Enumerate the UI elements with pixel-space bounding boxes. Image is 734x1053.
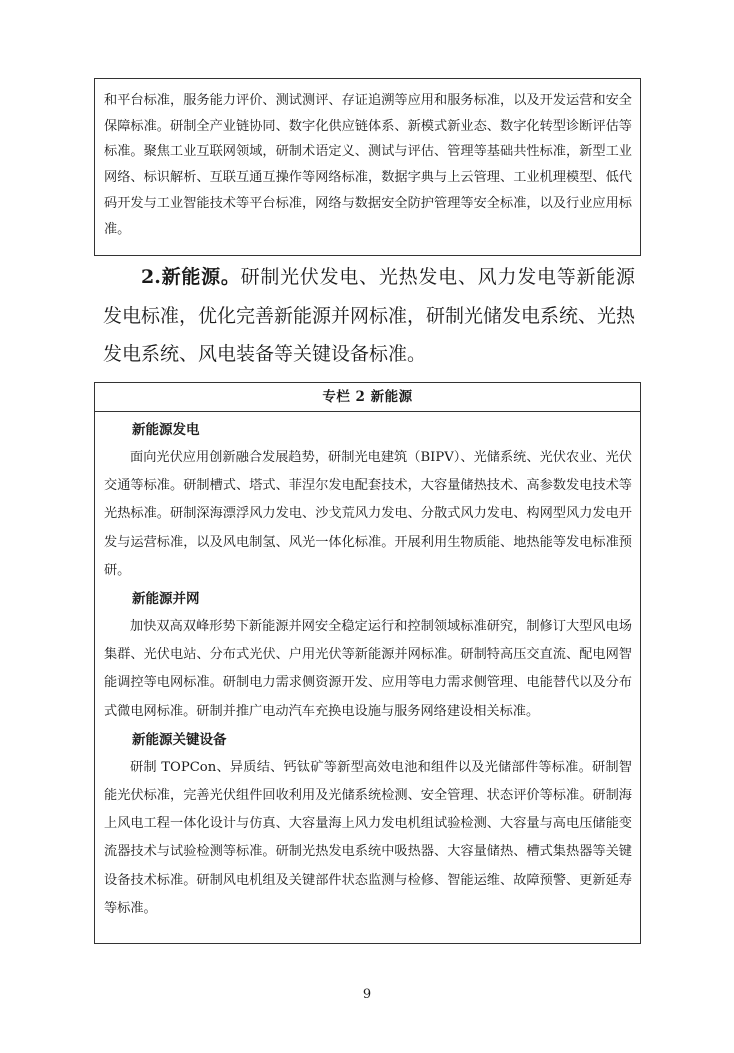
feature-box (94, 382, 641, 944)
block-text: 研制 TOPCon、异质结、钙钛矿等新型高效电池和组件以及光储部件等标准。研制智能光伏标准，完善光伏组件回收利用及光储系统检测、安全管理、状态评价等标准。研制海上风电工程一体化设计与仿真、大容量海上风力发电机组试验检测、大容量与高电压储能变流器技术与试验检测等标准。研制光热发电系统中吸热器、大容量储热、槽式集热器等关键设备技术标准。研制风电机组及关键部件状态监测与检修、智能运维、故障预警、更新延寿等标准。 (104, 759, 632, 916)
continued-text-box (94, 78, 641, 256)
continued-box-text: 和平台标准，服务能力评价、测试测评、存证追溯等应用和服务标准，以及开发运营和安全保障标准。研制全产业链协同、数字化供应链体系、新模式新业态、数字化转型诊断评估等标准。聚焦工业互联网领域，研制术语定义、测试与评估、管理等基础共性标准，新型工业网络、标识解析、互联互通互操作等网络标准，数据字典与上云管理、工业机理模型、低代码开发与工业智能技术等平台标准，网络与数据安全防护管理等安全标准，以及行业应用标准。 (104, 93, 632, 237)
block-heading: 新能源关键设备 (132, 731, 227, 748)
block-text: 加快双高双峰形势下新能源并网安全稳定运行和控制领域标准研究，制修订大型风电场集群、光伏电站、分布式光伏、户用光伏等新能源并网标准。研制特高压交直流、配电网智能调控等电网标准。研制电力需求侧资源开发、应用等电力需求侧管理、电能替代以及分布式微电网标准。研制并推广电动汽车充换电设施与服务网络建设相关标准。 (104, 619, 632, 719)
feature-box-title: 专栏 2 新能源 (95, 383, 640, 412)
feature-box-content (95, 412, 640, 923)
section-lead: 2.新能源。 (141, 266, 241, 288)
section-paragraph (103, 258, 635, 374)
page-number: 9 (362, 987, 372, 1002)
block-heading: 新能源并网 (132, 591, 200, 608)
section-text: 研制光伏发电、光热发电、风力发电等新能源发电标准，优化完善新能源并网标准，研制光储发电系统、光热发电系统、风电装备等关键设备标准。 (103, 266, 636, 365)
block-heading: 新能源发电 (132, 422, 200, 438)
block-text: 面向光伏应用创新融合发展趋势，研制光电建筑（BIPV）、光储系统、光伏农业、光伏交通等标准。研制槽式、塔式、菲涅尔发电配套技术，大容量储热技术、高参数发电技术等光热标准。研制深海漂浮风力发电、沙戈荒风力发电、分散式风力发电、构网型风力发电开发与运营标准，以及风电制氢、风光一体化标准。开展利用生物质能、地热能等发电标准预研。 (104, 450, 632, 578)
